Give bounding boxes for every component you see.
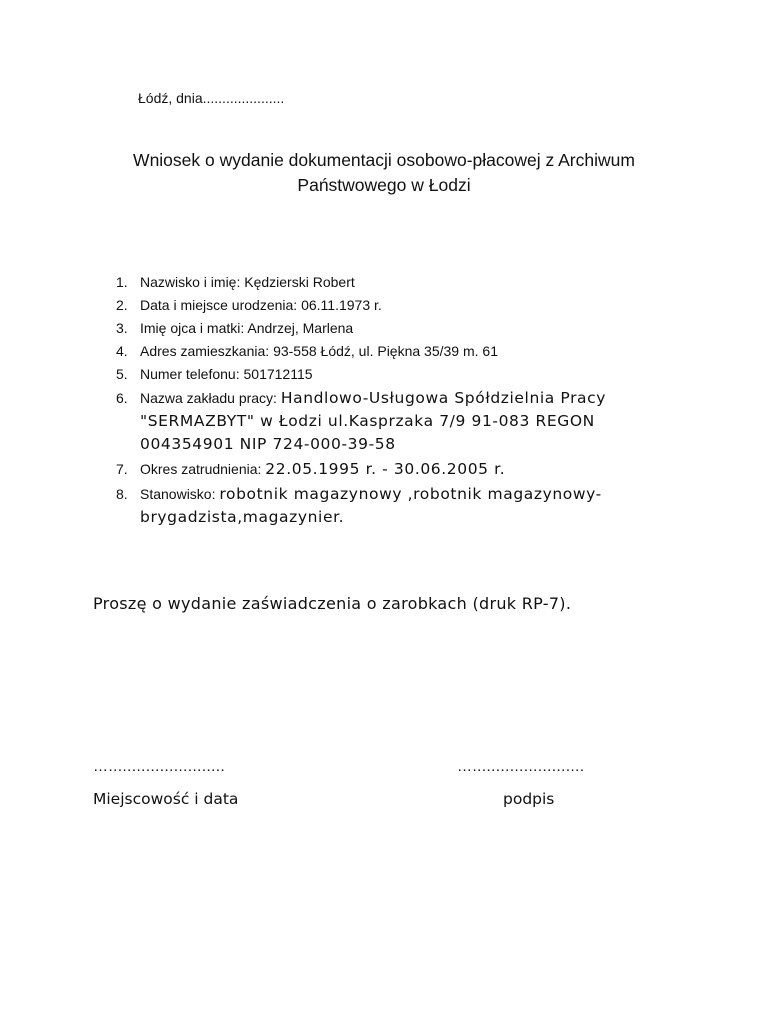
document-title-line-1: Wniosek o wydanie dokumentacji osobowo-płacowej z Archiwum (133, 150, 635, 170)
field-label: Numer telefonu: (140, 366, 244, 382)
field-birth (108, 295, 688, 316)
field-value: Kędzierski Robert (244, 274, 355, 290)
signature-caption: podpis (503, 790, 555, 808)
field-label: Imię ojca i matki: (140, 320, 248, 336)
field-label: Nazwisko i imię: (140, 274, 245, 290)
signature-dotted-line: …........................ (457, 758, 585, 775)
field-value: 501712115 (243, 366, 313, 382)
field-label: Data i miejsce urodzenia: (140, 297, 302, 313)
field-number: 1. (116, 274, 128, 290)
field-label: Stanowisko: (140, 486, 220, 502)
field-label: Adres zamieszkania: (140, 343, 274, 359)
applicant-fields-list (108, 272, 688, 531)
field-value: 22.05.1995 r. - 30.06.2005 r. (265, 460, 506, 478)
field-parents (108, 318, 688, 339)
field-number: 3. (116, 320, 128, 336)
field-number: 4. (116, 343, 128, 359)
field-value: 06.11.1973 r. (301, 297, 382, 313)
field-position (108, 483, 688, 529)
field-phone (108, 364, 688, 385)
request-sentence: Proszę o wydanie zaświadczenia o zarobkach (druk RP-7). (93, 594, 572, 613)
field-label: Nazwa zakładu pracy: (140, 390, 281, 406)
field-number: 8. (116, 486, 128, 502)
field-employer (108, 387, 688, 456)
field-label: Okres zatrudnienia: (140, 461, 266, 477)
place-date-dotted-line: …......................... (93, 758, 226, 775)
field-number: 2. (116, 297, 128, 313)
place-date-line: Łódź, dnia..................... (138, 90, 285, 106)
field-number: 5. (116, 366, 128, 382)
field-value: Handlowo-Usługowa Spółdzielnia Pracy "SERMAZBYT" w Łodzi ul.Kasprzaka 7/9 91-083 REGON 004354901 NIP 724-000-39-58 (140, 389, 607, 453)
document-title (84, 148, 684, 198)
document-title-line-2: Państwowego w Łodzi (297, 175, 471, 195)
field-employment-period (108, 458, 688, 481)
field-value: robotnik magazynowy ,robotnik magazynowy-brygadzista,magazynier. (140, 485, 602, 526)
field-value: Andrzej, Marlena (247, 320, 354, 336)
field-value: 93-558 Łódź, ul. Piękna 35/39 m. 61 (273, 343, 498, 359)
field-number: 6. (116, 390, 128, 406)
place-date-caption: Miejscowość i data (93, 790, 239, 808)
field-number: 7. (116, 461, 128, 477)
field-address (108, 341, 688, 362)
field-name (108, 272, 688, 293)
